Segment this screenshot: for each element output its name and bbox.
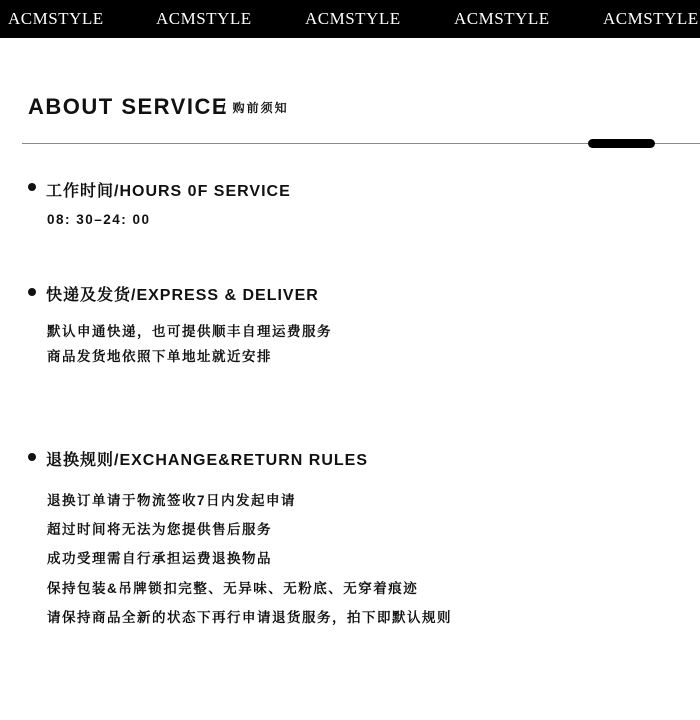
- brand-logo-text: ACMSTYLE: [305, 9, 401, 28]
- page-title: ABOUT SERVICE: [28, 94, 229, 119]
- section-line: 商品发货地依照下单地址就近安排: [47, 349, 272, 364]
- section-heading: 工作时间/HOURS 0F SERVICE: [46, 183, 291, 200]
- section-line: 08: 30–24: 00: [47, 212, 151, 227]
- brand-banner: [0, 0, 700, 38]
- brand-logo-text: ACMSTYLE: [454, 9, 550, 28]
- brand-logo-text: ACMSTYLE: [156, 9, 252, 28]
- page-subtitle: / 购前须知: [222, 101, 289, 115]
- bullet-icon: [28, 288, 36, 296]
- bullet-icon: [28, 183, 36, 191]
- section-heading: 退换规则/EXCHANGE&RETURN RULES: [46, 452, 369, 469]
- brand-logo-text: ACMSTYLE: [603, 9, 699, 28]
- brand-logo-text: ACMSTYLE: [8, 9, 104, 28]
- section-line: 默认申通快递，也可提供顺丰自理运费服务: [47, 324, 332, 339]
- section-heading: 快递及发货/EXPRESS & DELIVER: [46, 287, 319, 304]
- section-line: 成功受理需自行承担运费退换物品: [47, 551, 272, 566]
- section-line: 保持包装&吊牌锁扣完整、无异味、无粉底、无穿着痕迹: [47, 581, 419, 596]
- section-line: 请保持商品全新的状态下再行申请退货服务，拍下即默认规则: [47, 610, 452, 625]
- section-line: 退换订单请于物流签收7日内发起申请: [47, 493, 297, 508]
- bullet-icon: [28, 453, 36, 461]
- section-line: 超过时间将无法为您提供售后服务: [47, 522, 272, 537]
- divider-accent: [588, 139, 655, 148]
